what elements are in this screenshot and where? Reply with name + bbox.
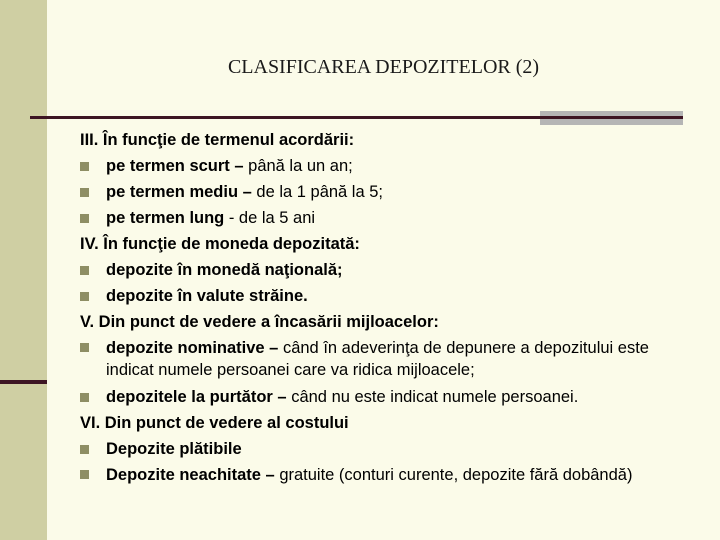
square-bullet-icon — [80, 292, 89, 301]
item-term: Depozite neachitate – — [106, 466, 280, 484]
item-detail: până la un an; — [248, 157, 353, 175]
item-detail: când nu este indicat numele persoanei. — [291, 388, 579, 406]
item-term: pe termen mediu – — [106, 183, 257, 201]
list-item — [80, 205, 680, 231]
list-item — [80, 179, 680, 205]
item-term: pe termen lung — [106, 209, 225, 227]
slide-title: CLASIFICAREA DEPOZITELOR (2) — [227, 56, 540, 78]
left-decor-band — [0, 0, 47, 540]
list-item — [80, 283, 680, 309]
item-detail: de la 1 până la 5; — [256, 183, 383, 201]
title-divider — [30, 116, 540, 119]
list-item — [80, 462, 680, 486]
square-bullet-icon — [80, 214, 89, 223]
left-decor-tick — [0, 380, 47, 384]
square-bullet-icon — [80, 470, 89, 479]
square-bullet-icon — [80, 162, 89, 171]
square-bullet-icon — [80, 343, 89, 352]
square-bullet-icon — [80, 266, 89, 275]
slide-body — [80, 127, 680, 486]
item-term: depozite nominative – — [106, 339, 283, 357]
item-text: depozite în valute străine. — [106, 287, 308, 305]
list-item — [80, 153, 680, 179]
list-item — [80, 436, 680, 462]
section-heading-iv: IV. În funcţie de moneda depozitată: — [80, 235, 360, 253]
item-detail: gratuite (conturi curente, depozite fără dobândă) — [279, 466, 633, 484]
item-term: depozitele la purtător – — [106, 388, 292, 406]
list-item — [80, 257, 680, 283]
square-bullet-icon — [80, 188, 89, 197]
item-text: depozite în monedă naţională; — [106, 261, 343, 279]
title-divider-accent-line — [540, 116, 683, 119]
section-heading-vi: VI. Din punct de vedere al costului — [80, 414, 349, 432]
item-term: pe termen scurt – — [106, 157, 249, 175]
square-bullet-icon — [80, 393, 89, 402]
section-heading-iii: III. În funcţie de termenul acordării: — [80, 131, 355, 149]
item-text: Depozite plătibile — [106, 440, 242, 458]
list-item — [80, 335, 680, 384]
square-bullet-icon — [80, 445, 89, 454]
item-detail: - de la 5 ani — [224, 209, 316, 227]
section-heading-v: V. Din punct de vedere a încasării mijloacelor: — [80, 313, 439, 331]
list-item — [80, 384, 680, 410]
item-detail: când în adeverinţa de depunere a depozitului este indicat numele persoanei care va ridica mijloacele; — [106, 339, 649, 379]
